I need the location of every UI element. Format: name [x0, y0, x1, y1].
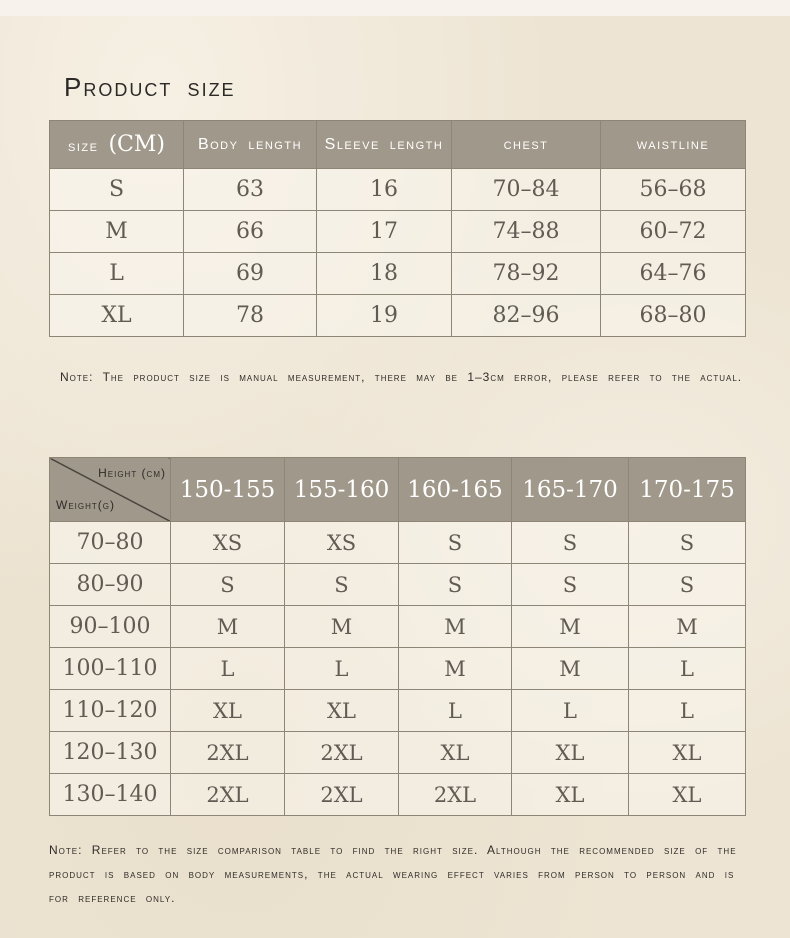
recommended-size-cell: 2XL — [285, 732, 399, 774]
recommended-size-cell: 2XL — [285, 774, 399, 816]
recommended-size-cell: L — [171, 648, 285, 690]
recommended-size-cell: S — [171, 564, 285, 606]
body-length-cell: 63 — [184, 169, 317, 211]
sleeve-length-cell: 19 — [317, 295, 452, 337]
recommended-size-cell: XL — [629, 774, 746, 816]
chest-cell: 74–88 — [452, 211, 601, 253]
recommended-size-cell: 2XL — [171, 774, 285, 816]
size-table-row — [50, 295, 746, 337]
recommended-size-cell: S — [399, 564, 512, 606]
size-cell: S — [50, 169, 184, 211]
fit-table-row — [50, 522, 746, 564]
fit-table-row — [50, 648, 746, 690]
recommended-size-cell: XL — [399, 732, 512, 774]
size-table-row — [50, 211, 746, 253]
weight-range-cell: 100–110 — [50, 648, 171, 690]
size-table-row — [50, 253, 746, 295]
size-table-header-row — [50, 121, 746, 169]
recommended-size-cell: M — [171, 606, 285, 648]
header-size-unit: (CM) — [108, 132, 165, 157]
recommended-size-cell: M — [629, 606, 746, 648]
chest-cell: 70–84 — [452, 169, 601, 211]
recommended-size-cell: 2XL — [171, 732, 285, 774]
waistline-cell: 60–72 — [601, 211, 746, 253]
weight-range-cell: 80–90 — [50, 564, 171, 606]
waistline-cell: 64–76 — [601, 253, 746, 295]
size-recommendation-note: Note: Refer to the size comparison table to find the right size. Although the recommended size of the product is based on body measurements, the actual wearing effect varies from person to person and is for reference only. — [49, 843, 737, 905]
recommended-size-cell: L — [512, 690, 629, 732]
recommended-size-cell: S — [399, 522, 512, 564]
fit-table — [49, 457, 746, 816]
fit-table-row — [50, 564, 746, 606]
height-col-1: 150-155 — [171, 458, 285, 522]
top-band — [0, 0, 790, 16]
waistline-cell: 68–80 — [601, 295, 746, 337]
header-body-length: Body length — [184, 121, 317, 169]
sleeve-length-cell: 16 — [317, 169, 452, 211]
recommended-size-cell: L — [629, 690, 746, 732]
chest-cell: 78–92 — [452, 253, 601, 295]
recommended-size-cell: M — [399, 606, 512, 648]
corner-cell — [50, 458, 171, 522]
size-cell: L — [50, 253, 184, 295]
fit-table-row — [50, 732, 746, 774]
sleeve-length-cell: 18 — [317, 253, 452, 295]
fit-table-row — [50, 606, 746, 648]
recommended-size-cell: XL — [512, 774, 629, 816]
recommended-size-cell: L — [285, 648, 399, 690]
size-cell: XL — [50, 295, 184, 337]
weight-range-cell: 130–140 — [50, 774, 171, 816]
body-length-cell: 66 — [184, 211, 317, 253]
size-cell: M — [50, 211, 184, 253]
size-table — [49, 120, 746, 337]
recommended-size-cell: L — [629, 648, 746, 690]
weight-range-cell: 70–80 — [50, 522, 171, 564]
recommended-size-cell: M — [512, 606, 629, 648]
recommended-size-cell: S — [512, 564, 629, 606]
recommended-size-cell: XS — [285, 522, 399, 564]
recommended-size-cell: S — [285, 564, 399, 606]
measurement-note: Note: The product size is manual measurement, there may be 1–3cm error, please refer to the actual. — [60, 370, 743, 384]
fit-table-row — [50, 774, 746, 816]
header-waistline: waistline — [601, 121, 746, 169]
recommended-size-cell: XL — [171, 690, 285, 732]
header-chest: chest — [452, 121, 601, 169]
recommended-size-cell: XS — [171, 522, 285, 564]
header-size: size (CM) — [50, 121, 184, 169]
fit-table-row — [50, 690, 746, 732]
page-title: Product size — [64, 72, 236, 102]
recommended-size-cell: M — [285, 606, 399, 648]
size-table-row — [50, 169, 746, 211]
height-label: Height (cm) — [98, 466, 166, 480]
fit-table-header-row — [50, 458, 746, 522]
recommended-size-cell: M — [512, 648, 629, 690]
sleeve-length-cell: 17 — [317, 211, 452, 253]
height-col-3: 160-165 — [399, 458, 512, 522]
recommended-size-cell: XL — [629, 732, 746, 774]
recommended-size-cell: L — [399, 690, 512, 732]
weight-label: Weight(g) — [56, 498, 115, 512]
height-col-4: 165-170 — [512, 458, 629, 522]
header-sleeve-length: Sleeve length — [317, 121, 452, 169]
height-col-5: 170-175 — [629, 458, 746, 522]
recommended-size-cell: M — [399, 648, 512, 690]
waistline-cell: 56–68 — [601, 169, 746, 211]
recommended-size-cell: S — [629, 522, 746, 564]
weight-range-cell: 110–120 — [50, 690, 171, 732]
recommended-size-cell: S — [512, 522, 629, 564]
body-length-cell: 78 — [184, 295, 317, 337]
height-col-2: 155-160 — [285, 458, 399, 522]
body-length-cell: 69 — [184, 253, 317, 295]
weight-range-cell: 120–130 — [50, 732, 171, 774]
recommended-size-cell: XL — [285, 690, 399, 732]
recommended-size-cell: XL — [512, 732, 629, 774]
recommended-size-cell: S — [629, 564, 746, 606]
recommended-size-cell: 2XL — [399, 774, 512, 816]
chest-cell: 82–96 — [452, 295, 601, 337]
weight-range-cell: 90–100 — [50, 606, 171, 648]
